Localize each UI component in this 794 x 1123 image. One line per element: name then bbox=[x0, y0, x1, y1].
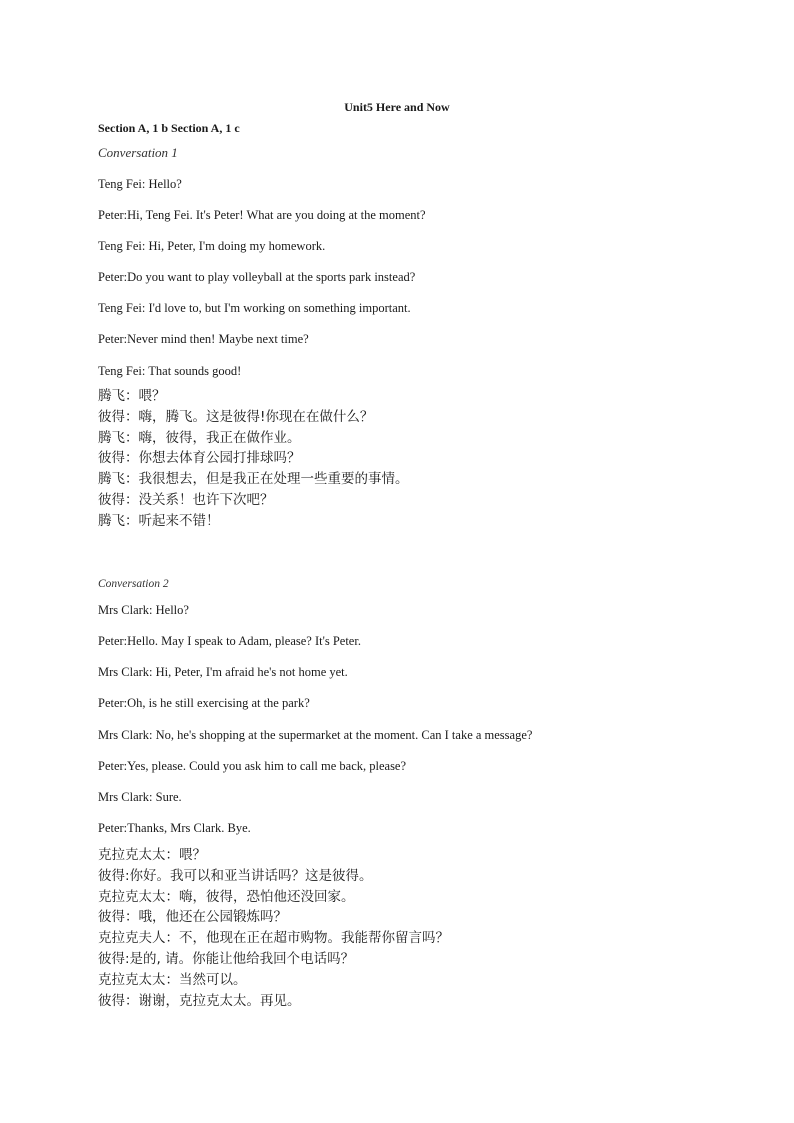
conversation-2-heading: Conversation 2 bbox=[98, 578, 169, 590]
dialogue-line: Mrs Clark: Hello? bbox=[98, 603, 189, 617]
translation-line: 克拉克太太：嗨，彼得，恐怕他还没回家。 bbox=[98, 888, 355, 905]
translation-line: 克拉克太太：当然可以。 bbox=[98, 971, 247, 988]
translation-line: 克拉克夫人：不，他现在正在超市购物。我能帮你留言吗？ bbox=[98, 930, 449, 947]
translation-line: 彼得：你想去体育公园打排球吗？ bbox=[98, 450, 301, 467]
dialogue-line: Peter:Hi, Teng Fei. It's Peter! What are you doing at the moment? bbox=[98, 208, 426, 222]
translation-line: 克拉克太太：喂？ bbox=[98, 847, 206, 863]
dialogue-line: Peter:Never mind then! Maybe next time? bbox=[98, 332, 309, 346]
section-heading: Section A, 1 b Section A, 1 c bbox=[98, 121, 240, 135]
dialogue-line: Mrs Clark: Sure. bbox=[98, 790, 182, 804]
dialogue-line: Teng Fei: Hi, Peter, I'm doing my homework. bbox=[98, 239, 326, 253]
translation-line: 彼得：哦，他还在公园锻炼吗？ bbox=[98, 909, 287, 926]
dialogue-line: Teng Fei: That sounds good! bbox=[98, 364, 242, 378]
translation-line: 腾飞：嗨，彼得，我正在做作业。 bbox=[98, 429, 301, 446]
conversation-1-chinese bbox=[98, 386, 409, 532]
dialogue-line: Peter:Oh, is he still exercising at the park? bbox=[98, 696, 310, 710]
dialogue-line: Mrs Clark: Hi, Peter, I'm afraid he's not home yet. bbox=[98, 665, 348, 679]
translation-line: 腾飞：我很想去，但是我正在处理一些重要的事情。 bbox=[98, 471, 409, 488]
dialogue-line: Peter:Thanks, Mrs Clark. Bye. bbox=[98, 821, 251, 835]
translation-line: 腾飞：喂？ bbox=[98, 388, 166, 404]
dialogue-line: Peter:Hello. May I speak to Adam, please? It's Peter. bbox=[98, 634, 361, 648]
translation-line: 彼得：没关系！也许下次吧？ bbox=[98, 491, 274, 508]
translation-line: 彼得：嗨，腾飞。这是彼得!你现在在做什么？ bbox=[98, 408, 374, 425]
dialogue-line: Peter:Yes, please. Could you ask him to call me back, please? bbox=[98, 759, 407, 773]
translation-line: 彼得:你好。我可以和亚当讲话吗？这是彼得。 bbox=[98, 867, 373, 884]
dialogue-line: Teng Fei: I'd love to, but I'm working on something important. bbox=[98, 301, 411, 315]
conversation-1-heading: Conversation 1 bbox=[98, 145, 178, 160]
conversation-2-chinese bbox=[98, 845, 449, 1011]
translation-line: 彼得：谢谢，克拉克太太。再见。 bbox=[98, 992, 301, 1009]
dialogue-line: Peter:Do you want to play volleyball at the sports park instead? bbox=[98, 270, 416, 284]
dialogue-line: Mrs Clark: No, he's shopping at the supermarket at the moment. Can I take a message? bbox=[98, 728, 533, 742]
translation-line: 彼得:是的, 请。你能让他给我回个电话吗？ bbox=[98, 950, 355, 967]
dialogue-line: Teng Fei: Hello? bbox=[98, 177, 182, 191]
page-title: Unit5 Here and Now bbox=[344, 100, 450, 114]
translation-line: 腾飞：听起来不错！ bbox=[98, 512, 220, 529]
